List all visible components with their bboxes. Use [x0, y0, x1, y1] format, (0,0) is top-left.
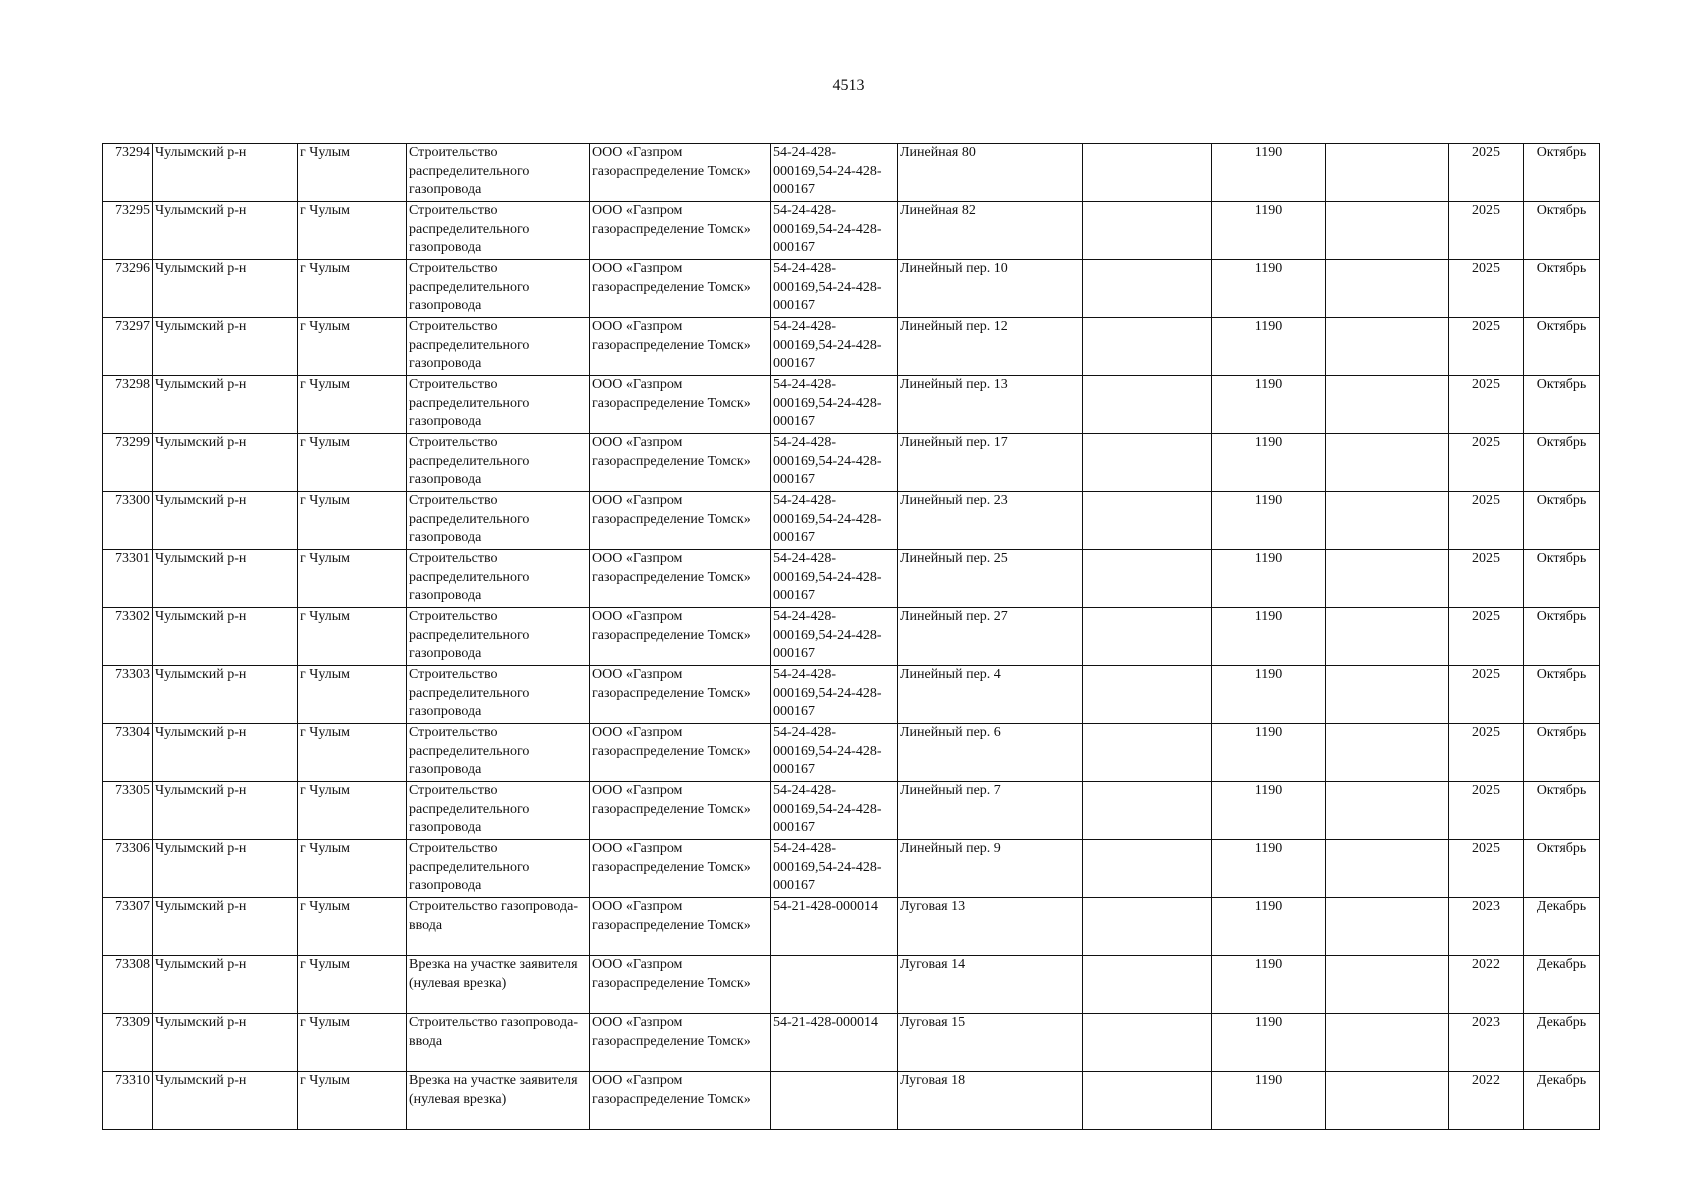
empty-cell [1083, 376, 1212, 434]
settlement: г Чулым [298, 260, 407, 318]
organization: ООО «Газпром газораспределение Томск» [590, 202, 771, 260]
empty-cell [1083, 840, 1212, 898]
organization: ООО «Газпром газораспределение Томск» [590, 782, 771, 840]
month: Октябрь [1524, 782, 1600, 840]
district: Чулымский р-н [153, 1014, 298, 1072]
district: Чулымский р-н [153, 434, 298, 492]
year: 2025 [1449, 608, 1524, 666]
organization: ООО «Газпром газораспределение Томск» [590, 492, 771, 550]
empty-cell [1083, 782, 1212, 840]
month: Октябрь [1524, 492, 1600, 550]
settlement: г Чулым [298, 840, 407, 898]
empty-cell [1083, 898, 1212, 956]
organization: ООО «Газпром газораспределение Томск» [590, 608, 771, 666]
empty-cell [1326, 608, 1449, 666]
cadastral-number: 54-24-428-000169,54-24-428-000167 [771, 376, 898, 434]
organization: ООО «Газпром газораспределение Томск» [590, 1014, 771, 1072]
empty-cell [1326, 956, 1449, 1014]
month: Декабрь [1524, 898, 1600, 956]
empty-cell [1326, 434, 1449, 492]
year: 2025 [1449, 550, 1524, 608]
address: Линейный пер. 12 [898, 318, 1083, 376]
address: Луговая 14 [898, 956, 1083, 1014]
table-row [103, 1072, 1600, 1130]
code: 1190 [1212, 666, 1326, 724]
work-type: Строительство распределительного газопровода [407, 318, 590, 376]
organization: ООО «Газпром газораспределение Томск» [590, 724, 771, 782]
address: Линейный пер. 13 [898, 376, 1083, 434]
empty-cell [1083, 550, 1212, 608]
code: 1190 [1212, 260, 1326, 318]
page-number: 4513 [832, 77, 865, 94]
organization: ООО «Газпром газораспределение Томск» [590, 260, 771, 318]
year: 2025 [1449, 202, 1524, 260]
month: Октябрь [1524, 608, 1600, 666]
cadastral-number: 54-24-428-000169,54-24-428-000167 [771, 782, 898, 840]
month: Декабрь [1524, 1014, 1600, 1072]
year: 2025 [1449, 492, 1524, 550]
table-row [103, 608, 1600, 666]
settlement: г Чулым [298, 1014, 407, 1072]
address: Линейная 82 [898, 202, 1083, 260]
organization: ООО «Газпром газораспределение Томск» [590, 318, 771, 376]
cadastral-number: 54-24-428-000169,54-24-428-000167 [771, 434, 898, 492]
table-row [103, 1014, 1600, 1072]
code: 1190 [1212, 550, 1326, 608]
code: 1190 [1212, 898, 1326, 956]
month: Октябрь [1524, 840, 1600, 898]
code: 1190 [1212, 492, 1326, 550]
district: Чулымский р-н [153, 956, 298, 1014]
row-number: 73295 [103, 202, 153, 260]
empty-cell [1326, 550, 1449, 608]
year: 2025 [1449, 376, 1524, 434]
month: Октябрь [1524, 260, 1600, 318]
settlement: г Чулым [298, 202, 407, 260]
district: Чулымский р-н [153, 492, 298, 550]
district: Чулымский р-н [153, 550, 298, 608]
settlement: г Чулым [298, 550, 407, 608]
work-type: Строительство распределительного газопровода [407, 144, 590, 202]
organization: ООО «Газпром газораспределение Томск» [590, 550, 771, 608]
empty-cell [1326, 840, 1449, 898]
empty-cell [1083, 1014, 1212, 1072]
year: 2023 [1449, 898, 1524, 956]
empty-cell [1083, 318, 1212, 376]
organization: ООО «Газпром газораспределение Томск» [590, 144, 771, 202]
work-type: Строительство газопровода-ввода [407, 1014, 590, 1072]
address: Линейный пер. 23 [898, 492, 1083, 550]
cadastral-number: 54-24-428-000169,54-24-428-000167 [771, 202, 898, 260]
table-row [103, 550, 1600, 608]
organization: ООО «Газпром газораспределение Томск» [590, 898, 771, 956]
work-type: Строительство распределительного газопровода [407, 608, 590, 666]
year: 2023 [1449, 1014, 1524, 1072]
work-type: Врезка на участке заявителя (нулевая врезка) [407, 956, 590, 1014]
code: 1190 [1212, 1014, 1326, 1072]
work-type: Строительство распределительного газопровода [407, 376, 590, 434]
month: Октябрь [1524, 318, 1600, 376]
row-number: 73307 [103, 898, 153, 956]
empty-cell [1083, 202, 1212, 260]
year: 2025 [1449, 144, 1524, 202]
address: Луговая 18 [898, 1072, 1083, 1130]
code: 1190 [1212, 318, 1326, 376]
table-row [103, 492, 1600, 550]
cadastral-number: 54-21-428-000014 [771, 1014, 898, 1072]
empty-cell [1326, 724, 1449, 782]
work-type: Строительство распределительного газопровода [407, 782, 590, 840]
address: Линейный пер. 10 [898, 260, 1083, 318]
empty-cell [1083, 608, 1212, 666]
table-body [103, 144, 1600, 1130]
work-type: Строительство распределительного газопровода [407, 666, 590, 724]
empty-cell [1326, 144, 1449, 202]
code: 1190 [1212, 376, 1326, 434]
code: 1190 [1212, 724, 1326, 782]
district: Чулымский р-н [153, 202, 298, 260]
row-number: 73301 [103, 550, 153, 608]
empty-cell [1326, 318, 1449, 376]
year: 2025 [1449, 724, 1524, 782]
cadastral-number: 54-24-428-000169,54-24-428-000167 [771, 840, 898, 898]
table-row [103, 376, 1600, 434]
empty-cell [1326, 1014, 1449, 1072]
code: 1190 [1212, 956, 1326, 1014]
cadastral-number: 54-21-428-000014 [771, 898, 898, 956]
row-number: 73304 [103, 724, 153, 782]
month: Октябрь [1524, 434, 1600, 492]
district: Чулымский р-н [153, 782, 298, 840]
work-type: Врезка на участке заявителя (нулевая врезка) [407, 1072, 590, 1130]
work-type: Строительство газопровода-ввода [407, 898, 590, 956]
registry-table [102, 143, 1600, 1130]
cadastral-number: 54-24-428-000169,54-24-428-000167 [771, 724, 898, 782]
work-type: Строительство распределительного газопровода [407, 434, 590, 492]
empty-cell [1326, 898, 1449, 956]
settlement: г Чулым [298, 434, 407, 492]
cadastral-number: 54-24-428-000169,54-24-428-000167 [771, 550, 898, 608]
row-number: 73302 [103, 608, 153, 666]
table-row [103, 666, 1600, 724]
settlement: г Чулым [298, 1072, 407, 1130]
code: 1190 [1212, 1072, 1326, 1130]
row-number: 73309 [103, 1014, 153, 1072]
cadastral-number [771, 1072, 898, 1130]
empty-cell [1083, 724, 1212, 782]
year: 2025 [1449, 434, 1524, 492]
table-row [103, 260, 1600, 318]
code: 1190 [1212, 782, 1326, 840]
cadastral-number: 54-24-428-000169,54-24-428-000167 [771, 318, 898, 376]
year: 2025 [1449, 840, 1524, 898]
address: Линейный пер. 17 [898, 434, 1083, 492]
month: Октябрь [1524, 376, 1600, 434]
address: Луговая 13 [898, 898, 1083, 956]
table-row [103, 434, 1600, 492]
empty-cell [1326, 666, 1449, 724]
empty-cell [1083, 260, 1212, 318]
address: Линейный пер. 7 [898, 782, 1083, 840]
cadastral-number: 54-24-428-000169,54-24-428-000167 [771, 608, 898, 666]
cadastral-number: 54-24-428-000169,54-24-428-000167 [771, 666, 898, 724]
work-type: Строительство распределительного газопровода [407, 492, 590, 550]
row-number: 73300 [103, 492, 153, 550]
settlement: г Чулым [298, 318, 407, 376]
code: 1190 [1212, 144, 1326, 202]
table-row [103, 724, 1600, 782]
row-number: 73306 [103, 840, 153, 898]
cadastral-number: 54-24-428-000169,54-24-428-000167 [771, 492, 898, 550]
organization: ООО «Газпром газораспределение Томск» [590, 1072, 771, 1130]
empty-cell [1083, 492, 1212, 550]
cadastral-number: 54-24-428-000169,54-24-428-000167 [771, 260, 898, 318]
cadastral-number [771, 956, 898, 1014]
address: Линейный пер. 4 [898, 666, 1083, 724]
table-row [103, 782, 1600, 840]
code: 1190 [1212, 434, 1326, 492]
empty-cell [1326, 376, 1449, 434]
row-number: 73297 [103, 318, 153, 376]
row-number: 73310 [103, 1072, 153, 1130]
empty-cell [1083, 666, 1212, 724]
district: Чулымский р-н [153, 376, 298, 434]
month: Октябрь [1524, 724, 1600, 782]
settlement: г Чулым [298, 666, 407, 724]
district: Чулымский р-н [153, 260, 298, 318]
table-row [103, 840, 1600, 898]
month: Октябрь [1524, 202, 1600, 260]
row-number: 73299 [103, 434, 153, 492]
settlement: г Чулым [298, 608, 407, 666]
organization: ООО «Газпром газораспределение Томск» [590, 434, 771, 492]
district: Чулымский р-н [153, 1072, 298, 1130]
year: 2025 [1449, 318, 1524, 376]
settlement: г Чулым [298, 724, 407, 782]
table-row [103, 898, 1600, 956]
row-number: 73305 [103, 782, 153, 840]
empty-cell [1326, 1072, 1449, 1130]
month: Декабрь [1524, 956, 1600, 1014]
district: Чулымский р-н [153, 840, 298, 898]
row-number: 73294 [103, 144, 153, 202]
district: Чулымский р-н [153, 144, 298, 202]
empty-cell [1083, 434, 1212, 492]
empty-cell [1326, 782, 1449, 840]
table-row [103, 144, 1600, 202]
cadastral-number: 54-24-428-000169,54-24-428-000167 [771, 144, 898, 202]
organization: ООО «Газпром газораспределение Томск» [590, 956, 771, 1014]
address: Линейный пер. 25 [898, 550, 1083, 608]
district: Чулымский р-н [153, 608, 298, 666]
empty-cell [1326, 260, 1449, 318]
address: Линейный пер. 6 [898, 724, 1083, 782]
work-type: Строительство распределительного газопровода [407, 550, 590, 608]
empty-cell [1326, 492, 1449, 550]
table-row [103, 318, 1600, 376]
settlement: г Чулым [298, 782, 407, 840]
year: 2025 [1449, 666, 1524, 724]
address: Луговая 15 [898, 1014, 1083, 1072]
district: Чулымский р-н [153, 666, 298, 724]
code: 1190 [1212, 608, 1326, 666]
district: Чулымский р-н [153, 318, 298, 376]
organization: ООО «Газпром газораспределение Томск» [590, 376, 771, 434]
district: Чулымский р-н [153, 724, 298, 782]
settlement: г Чулым [298, 492, 407, 550]
address: Линейная 80 [898, 144, 1083, 202]
empty-cell [1326, 202, 1449, 260]
row-number: 73296 [103, 260, 153, 318]
year: 2025 [1449, 260, 1524, 318]
month: Октябрь [1524, 144, 1600, 202]
year: 2025 [1449, 782, 1524, 840]
empty-cell [1083, 956, 1212, 1014]
table-row [103, 202, 1600, 260]
table-row [103, 956, 1600, 1014]
year: 2022 [1449, 1072, 1524, 1130]
address: Линейный пер. 27 [898, 608, 1083, 666]
month: Декабрь [1524, 1072, 1600, 1130]
settlement: г Чулым [298, 898, 407, 956]
year: 2022 [1449, 956, 1524, 1014]
district: Чулымский р-н [153, 898, 298, 956]
work-type: Строительство распределительного газопровода [407, 724, 590, 782]
empty-cell [1083, 144, 1212, 202]
row-number: 73298 [103, 376, 153, 434]
code: 1190 [1212, 202, 1326, 260]
empty-cell [1083, 1072, 1212, 1130]
settlement: г Чулым [298, 144, 407, 202]
work-type: Строительство распределительного газопровода [407, 260, 590, 318]
row-number: 73303 [103, 666, 153, 724]
organization: ООО «Газпром газораспределение Томск» [590, 666, 771, 724]
month: Октябрь [1524, 550, 1600, 608]
row-number: 73308 [103, 956, 153, 1014]
address: Линейный пер. 9 [898, 840, 1083, 898]
organization: ООО «Газпром газораспределение Томск» [590, 840, 771, 898]
code: 1190 [1212, 840, 1326, 898]
settlement: г Чулым [298, 376, 407, 434]
month: Октябрь [1524, 666, 1600, 724]
work-type: Строительство распределительного газопровода [407, 202, 590, 260]
work-type: Строительство распределительного газопровода [407, 840, 590, 898]
settlement: г Чулым [298, 956, 407, 1014]
